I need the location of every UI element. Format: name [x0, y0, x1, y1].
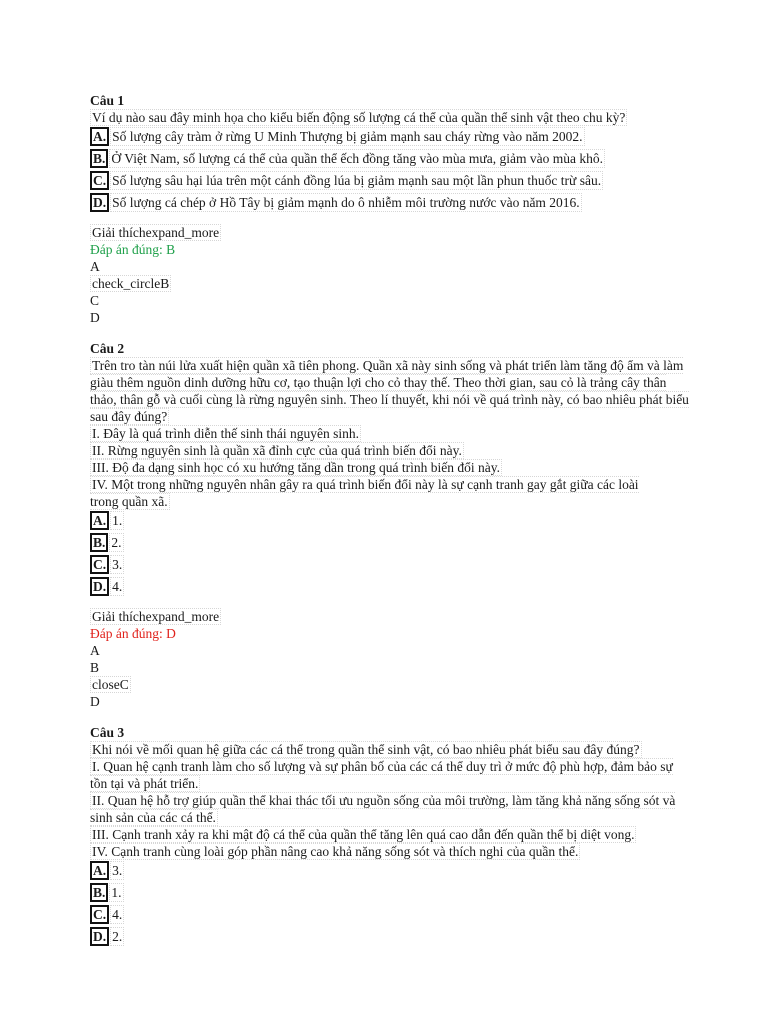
option-c[interactable] [90, 905, 690, 924]
statement-text: IV. Cạnh tranh cùng loài góp phần nâng cao khả năng sống sót và thích nghi của quần thể. [92, 844, 579, 859]
statement-text: IV. Một trong những nguyên nhân gây ra quá trình biến đổi này là sự cạnh tranh gay gắt giữa các loài trong quần xã. [90, 477, 639, 509]
explain-toggle[interactable] [90, 608, 690, 625]
explanation-section [90, 608, 690, 710]
option-letter: C. [90, 905, 109, 924]
option-a[interactable] [90, 511, 690, 530]
option-letter: A. [90, 861, 109, 880]
option-text: 4. [112, 907, 123, 922]
statement-text: III. Cạnh tranh xảy ra khi mật độ cá thể của quần thể tăng lên quá cao dẫn đến quần thể bị diệt vong. [92, 827, 635, 842]
result-line: B [90, 660, 100, 675]
question-title: Câu 3 [90, 725, 125, 740]
statement-3 [90, 459, 690, 476]
option-text: 4. [112, 579, 123, 594]
statement-1 [90, 425, 690, 442]
result-line: C [90, 293, 100, 308]
option-letter: C. [90, 555, 109, 574]
quiz-content [90, 92, 690, 960]
option-b[interactable] [90, 533, 690, 552]
result-line-wrong: closeC [92, 677, 129, 692]
option-letter: D. [90, 193, 109, 212]
option-d[interactable] [90, 577, 690, 596]
question-title: Câu 1 [90, 93, 125, 108]
option-letter: D. [90, 927, 109, 946]
result-line-checked: check_circleB [92, 276, 170, 291]
option-c[interactable] [90, 555, 690, 574]
option-letter: D. [90, 577, 109, 596]
question-2 [90, 340, 690, 710]
option-text: 2. [111, 535, 122, 550]
option-letter: B. [90, 883, 108, 902]
stem-text: Khi nói về mối quan hệ giữa các cá thể trong quần thể sinh vật, có bao nhiêu phát biểu sau đây đúng? [92, 742, 640, 757]
option-text: 3. [112, 863, 123, 878]
option-letter: B. [90, 149, 108, 168]
option-text: 2. [112, 929, 123, 944]
option-b[interactable] [90, 149, 690, 168]
correct-answer: Đáp án đúng: D [90, 626, 176, 641]
option-b[interactable] [90, 883, 690, 902]
option-a[interactable] [90, 861, 690, 880]
statement-4 [90, 843, 690, 860]
option-d[interactable] [90, 193, 690, 212]
statement-3 [90, 826, 690, 843]
result-line: D [90, 694, 100, 709]
explanation-section [90, 224, 690, 326]
option-text: Số lượng cá chép ở Hồ Tây bị giảm mạnh do ô nhiễm môi trường nước vào năm 2016. [112, 195, 580, 210]
option-a[interactable] [90, 127, 690, 146]
statement-2 [90, 442, 690, 459]
result-line: A [90, 259, 100, 274]
statement-4 [90, 476, 660, 510]
statement-text: II. Rừng nguyên sinh là quần xã đỉnh cực của quá trình biến đổi này. [92, 443, 462, 458]
option-text: 3. [112, 557, 123, 572]
option-letter: A. [90, 511, 109, 530]
correct-answer: Đáp án đúng: B [90, 242, 176, 257]
statement-2 [90, 792, 690, 826]
explain-toggle[interactable] [90, 224, 690, 241]
option-text: Số lượng cây tràm ở rừng U Minh Thượng bị giảm mạnh sau cháy rừng vào năm 2002. [112, 129, 583, 144]
option-letter: A. [90, 127, 109, 146]
result-line: A [90, 643, 100, 658]
question-stem [90, 357, 690, 425]
result-line: D [90, 310, 100, 325]
statement-text: I. Đây là quá trình diễn thế sinh thái nguyên sinh. [92, 426, 359, 441]
question-stem [90, 109, 690, 126]
option-letter: C. [90, 171, 109, 190]
result-line [90, 676, 690, 693]
statement-1 [90, 758, 690, 792]
stem-text: Trên tro tàn núi lửa xuất hiện quần xã tiên phong. Quần xã này sinh sống và phát triển làm tăng độ ẩm và làm giàu thêm nguồn dinh dưỡng hữu cơ, tạo thuận lợi cho cỏ thay thế. Theo thời gian, sau cỏ là trảng cây thân thảo, thân gỗ và cuối cùng là rừng nguyên sinh. Theo lí thuyết, khi nói về quá trình này, có bao nhiêu phát biểu sau đây đúng? [90, 358, 689, 424]
question-1 [90, 92, 690, 326]
question-3 [90, 724, 690, 946]
option-d[interactable] [90, 927, 690, 946]
option-text: Số lượng sâu hại lúa trên một cánh đồng lúa bị giảm mạnh sau một lần phun thuốc trừ sâu. [112, 173, 602, 188]
option-text: 1. [112, 513, 123, 528]
result-line [90, 275, 690, 292]
question-stem [90, 741, 690, 758]
explain-label: Giải thíchexpand_more [92, 609, 220, 624]
explain-label: Giải thíchexpand_more [92, 225, 220, 240]
statement-text: III. Độ đa dạng sinh học có xu hướng tăng dần trong quá trình biến đổi này. [92, 460, 500, 475]
option-c[interactable] [90, 171, 690, 190]
statement-text: II. Quan hệ hỗ trợ giúp quần thể khai thác tối ưu nguồn sống của môi trường, làm tăng khả năng sống sót và sinh sản của các cá thể. [90, 793, 676, 825]
option-text: Ở Việt Nam, số lượng cá thể của quần thể ếch đồng tăng vào mùa mưa, giảm vào mùa khô. [111, 151, 603, 166]
question-title: Câu 2 [90, 341, 125, 356]
option-text: 1. [111, 885, 122, 900]
option-letter: B. [90, 533, 108, 552]
stem-text: Ví dụ nào sau đây minh họa cho kiểu biến động số lượng cá thể của quần thể sinh vật theo chu kỳ? [92, 110, 626, 125]
statement-text: I. Quan hệ cạnh tranh làm cho số lượng và sự phân bố của các cá thể duy trì ở mức độ phù hợp, đảm bảo sự tồn tại và phát triển. [90, 759, 673, 791]
